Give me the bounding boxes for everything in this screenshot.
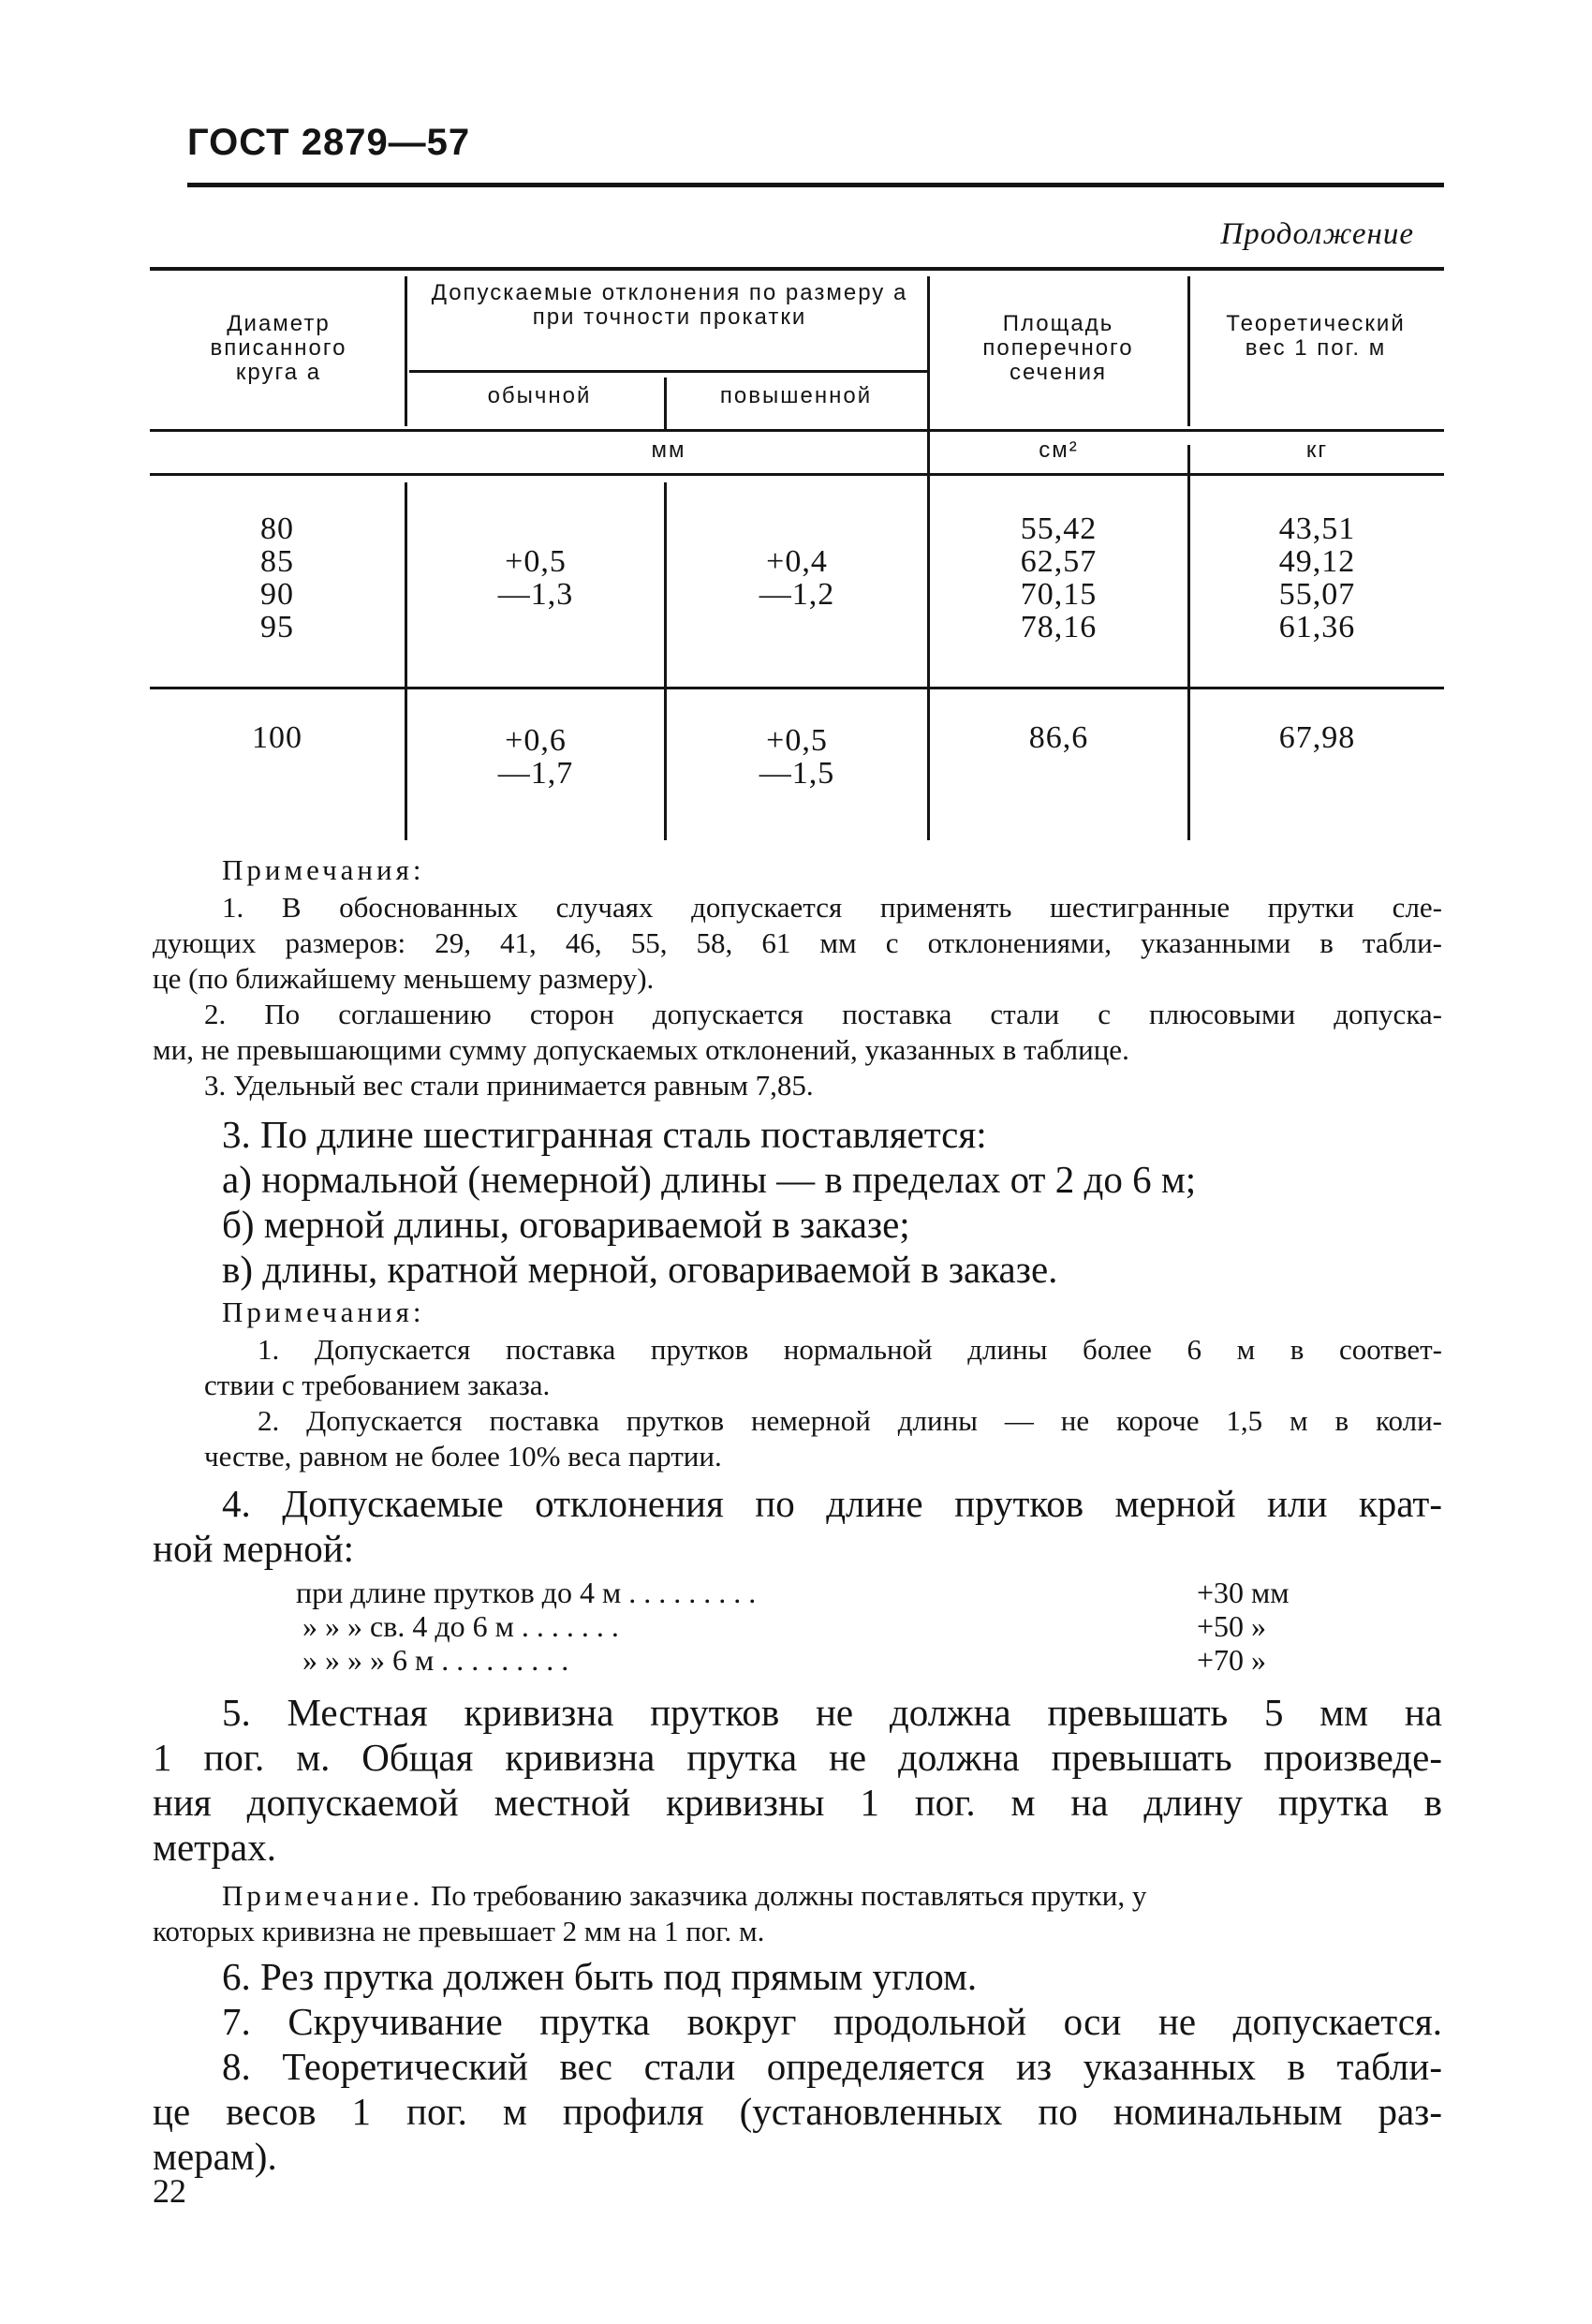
table-col-rule-2 <box>664 377 667 429</box>
area-value: 62,57 <box>1020 544 1098 579</box>
header-area: Площадь поперечного сечения <box>982 311 1134 385</box>
section-5-text: ния допускаемой местной кривизны 1 пог. м на длину прутка в <box>153 1781 1442 1824</box>
tolerance-row-value: +30 мм <box>1197 1576 1290 1609</box>
note-text: дующих размеров: 29, 41, 46, 55, 58, 61 мм с отклонениями, указанными в табли- <box>153 926 1442 959</box>
note-text: 3. Удельный вес стали принимается равным 7,85. <box>204 1069 814 1102</box>
section-4-text: 4. Допускаемые отклонения по длине прутков мерной или крат- <box>222 1482 1442 1525</box>
table-subheader-rule <box>409 370 928 373</box>
section-8-text: 8. Теоретический вес стали определяется из указанных в табли- <box>222 2045 1442 2088</box>
header-diameter: Диаметр вписанного круга a <box>210 311 347 385</box>
header-tolerance-group: Допускаемые отклонения по размеру a при точности прокатки <box>431 280 908 330</box>
section-5-text: 1 пог. м. Общая кривизна прутка не должна превышать произведе- <box>153 1736 1442 1779</box>
section-5-text: метрах. <box>153 1826 277 1869</box>
weight-value: 49,12 <box>1278 544 1356 579</box>
tolerance-minus: —1,5 <box>759 756 835 791</box>
section-6-text: 6. Рез прутка должен быть под прямым углом. <box>222 1955 978 1998</box>
diameter-value: 95 <box>260 610 294 644</box>
note-text: 2. По соглашению сторон допускается поставка стали с плюсовыми допуска- <box>204 998 1442 1030</box>
section-3-item-c: в) длины, кратной мерной, оговариваемой в заказе. <box>222 1248 1058 1291</box>
weight-value: 55,07 <box>1278 577 1356 612</box>
group2-area <box>930 721 1187 754</box>
table-header-rule <box>150 429 1444 432</box>
tolerance-row-label: » » » св. 4 до 6 м . . . . . . . <box>302 1609 619 1643</box>
section-3-item-a: а) нормальной (немерной) длины — в пределах от 2 до 6 м; <box>222 1158 1197 1201</box>
note-text: 2. Допускается поставка прутков немерной длины — не короче 1,5 м в коли- <box>258 1404 1442 1437</box>
weight-value: 61,36 <box>1278 610 1356 644</box>
unit-cm2: см² <box>1039 437 1079 463</box>
table-col-rule-4 <box>1187 276 1190 426</box>
tolerance-row-label: при длине прутков до 4 м . . . . . . . . . <box>296 1576 757 1609</box>
group1-ordinary-tolerance <box>407 545 664 611</box>
note-text: 1. Допускается поставка прутков нормальной длины более 6 м в соответ- <box>258 1333 1442 1366</box>
section-5-note: которых кривизна не превышает 2 мм на 1 пог. м. <box>153 1915 765 1947</box>
note-text: 1. В обоснованных случаях допускается применять шестигранные прутки сле- <box>222 891 1442 924</box>
group1-areas <box>930 512 1187 644</box>
tolerance-minus: —1,7 <box>497 756 574 791</box>
notes-heading: Примечания: <box>222 1295 425 1328</box>
standard-title: ГОСТ 2879—57 <box>187 122 471 163</box>
unit-kg: кг <box>1305 437 1329 463</box>
section-5-note <box>222 1878 1146 1913</box>
weight-value: 67,98 <box>1278 720 1356 755</box>
section-4-text: ной мерной: <box>153 1527 355 1570</box>
note-text: це (по ближайшему меньшему размеру). <box>153 962 655 995</box>
diameter-value: 100 <box>252 720 302 755</box>
note-text: честве, равном не более 10% веса партии. <box>204 1440 722 1473</box>
group1-diameters <box>150 512 405 644</box>
note-text: По требованию заказчика должны поставляться прутки, у <box>423 1879 1147 1912</box>
group2-ordinary-tolerance <box>407 724 664 790</box>
area-value: 86,6 <box>1028 720 1089 755</box>
group2-increased-tolerance <box>667 724 927 790</box>
tolerance-plus: +0,5 <box>505 544 567 579</box>
tolerance-plus: +0,6 <box>505 723 567 758</box>
area-value: 78,16 <box>1020 610 1098 644</box>
header-rule <box>187 183 1444 187</box>
header-increased: повышенной <box>719 383 873 408</box>
table-group-rule <box>150 687 1444 689</box>
tolerance-row-value: +70 » <box>1197 1643 1267 1677</box>
tolerance-minus: —1,3 <box>497 577 574 612</box>
group2-weight <box>1190 721 1444 754</box>
tolerance-row-value: +50 » <box>1197 1609 1267 1643</box>
section-8-text: це весов 1 пог. м профиля (установленных по номинальным раз- <box>153 2090 1442 2133</box>
header-weight: Теоретический вес 1 пог. м <box>1226 311 1406 361</box>
notes-heading: Примечания: <box>222 853 425 886</box>
note-text: ствии с требованием заказа. <box>204 1369 551 1401</box>
table-col-rule-1 <box>405 276 407 426</box>
section-3-text: 3. По длине шестигранная сталь поставляется: <box>222 1113 987 1156</box>
tolerance-row-label: » » » » 6 м . . . . . . . . . <box>302 1643 569 1677</box>
header-ordinary: обычной <box>487 383 592 408</box>
dimensions-table <box>150 267 1444 843</box>
section-5-text: 5. Местная кривизна прутков не должна превышать 5 мм на <box>222 1691 1442 1734</box>
page-number: 22 <box>153 2172 186 2210</box>
section-3-item-b: б) мерной длины, оговариваемой в заказе; <box>222 1203 910 1246</box>
weight-value: 43,51 <box>1278 511 1356 546</box>
section-7-text: 7. Скручивание прутка вокруг продольной оси не допускается. <box>222 2000 1442 2043</box>
group2-diameter <box>150 721 405 754</box>
group1-increased-tolerance <box>667 545 927 611</box>
group1-weights <box>1190 512 1444 644</box>
area-value: 55,42 <box>1020 511 1098 546</box>
note-text: ми, не превышающими сумму допускаемых отклонений, указанных в таблице. <box>153 1033 1129 1066</box>
tolerance-plus: +0,4 <box>766 544 828 579</box>
note-label: Примечание. <box>222 1879 424 1912</box>
diameter-value: 90 <box>260 577 294 612</box>
diameter-value: 85 <box>260 544 294 579</box>
section-8-text: мерам). <box>153 2135 277 2178</box>
area-value: 70,15 <box>1020 577 1098 612</box>
tolerance-plus: +0,5 <box>766 723 828 758</box>
table-units-rule <box>150 473 1444 476</box>
tolerance-minus: —1,2 <box>759 577 835 612</box>
continuation-label: Продолжение <box>1220 217 1414 251</box>
table-top-rule <box>150 267 1444 271</box>
diameter-value: 80 <box>260 511 294 546</box>
unit-mm: мм <box>651 437 686 463</box>
